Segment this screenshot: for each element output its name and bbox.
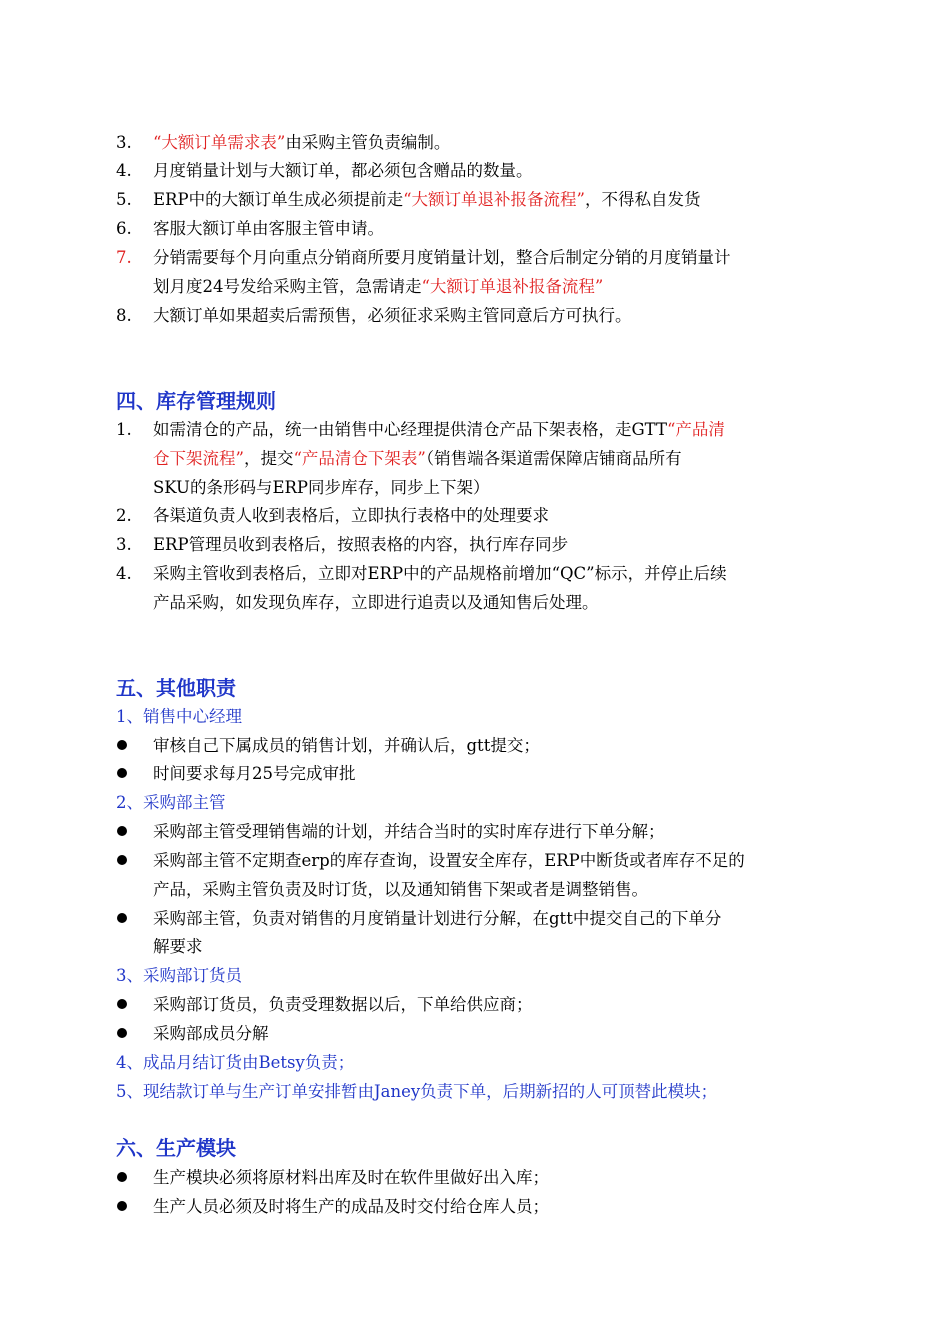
quoted-form-name: “产品清仓下架表”	[293, 449, 426, 468]
section-heading: 五、其他职责	[116, 676, 236, 700]
section-heading: 六、生产模块	[116, 1136, 236, 1160]
quoted-process-name: “大额订单退补报备流程”	[421, 277, 604, 296]
bullet-icon	[117, 999, 127, 1009]
bullet-item-text: 采购部订货员，负责受理数据以后，下单给供应商；	[153, 995, 533, 1014]
list-item	[153, 128, 450, 157]
list-number: 4.	[116, 564, 132, 583]
quoted-process-name: “产品清	[667, 420, 725, 439]
quoted-process-name: “大额订单退补报备流程”	[403, 190, 585, 209]
list-item-text: 分销需要每个月向重点分销商所要月度销量计划，整合后制定分销的月度销量计	[153, 248, 731, 267]
bullet-icon	[117, 855, 127, 865]
bullet-icon	[117, 740, 127, 750]
list-number: 6.	[116, 219, 132, 238]
list-item	[153, 444, 682, 473]
section-heading: 四、库存管理规则	[116, 389, 276, 413]
list-number: 4.	[116, 161, 132, 180]
bullet-item-text: 审核自己下属成员的销售计划，并确认后，gtt提交；	[153, 736, 540, 755]
list-item-text: （销售端各渠道需保障店铺商品所有	[425, 449, 682, 468]
list-item-text: SKU的条形码与ERP同步库存，同步上下架）	[153, 478, 490, 497]
list-item-text: 由采购主管负责编制。	[285, 133, 451, 152]
bullet-item-text: 解要求	[153, 937, 203, 956]
bullet-item-text: 采购部主管受理销售端的计划，并结合当时的实时库存进行下单分解；	[153, 822, 665, 841]
list-item	[153, 272, 603, 301]
subsection-title: 1、销售中心经理	[116, 707, 242, 726]
quoted-form-name: “大额订单需求表”	[153, 133, 286, 152]
list-number: 5.	[116, 190, 132, 209]
list-number: 3.	[116, 535, 132, 554]
list-item-text: 大额订单如果超卖后需预售，必须征求采购主管同意后方可执行。	[153, 306, 632, 325]
list-number: 1.	[116, 420, 132, 439]
subsection-title: 2、采购部主管	[116, 793, 226, 812]
bullet-item-text: 生产模块必须将原材料出库及时在软件里做好出入库；	[153, 1168, 549, 1187]
list-item-text: ERP管理员收到表格后，按照表格的内容，执行库存同步	[153, 535, 569, 554]
bullet-item-text: 生产人员必须及时将生产的成品及时交付给仓库人员；	[153, 1197, 549, 1216]
list-item-text: 如需清仓的产品，统一由销售中心经理提供清仓产品下架表格，走GTT	[153, 420, 667, 439]
list-number: 2.	[116, 506, 132, 525]
bullet-icon	[117, 1201, 127, 1211]
bullet-item-text: 时间要求每月25号完成审批	[153, 764, 356, 783]
bullet-item-text: 产品，采购主管负责及时订货，以及通知销售下架或者是调整销售。	[153, 880, 648, 899]
list-item	[153, 185, 700, 214]
subsection-title: 3、采购部订货员	[116, 966, 242, 985]
list-item-text: 月度销量计划与大额订单，都必须包含赠品的数量。	[153, 161, 533, 180]
bullet-icon	[117, 768, 127, 778]
list-item-text: 采购主管收到表格后，立即对ERP中的产品规格前增加“QC”标示，并停止后续	[153, 564, 727, 583]
list-number: 8.	[116, 306, 132, 325]
list-item-text: 各渠道负责人收到表格后，立即执行表格中的处理要求	[153, 506, 549, 525]
list-item-text: 产品采购，如发现负库存，立即进行追责以及通知售后处理。	[153, 593, 599, 612]
subsection-title: 4、成品月结订货由Betsy负责；	[116, 1053, 355, 1072]
list-item-text: ，提交	[243, 449, 294, 468]
bullet-item-text: 采购部主管，负责对销售的月度销量计划进行分解，在gtt中提交自己的下单分	[153, 909, 722, 928]
bullet-icon	[117, 826, 127, 836]
list-number: 7.	[116, 248, 132, 267]
list-item-text: 划月度24号发给采购主管，急需请走	[153, 277, 422, 296]
list-item-text: 客服大额订单由客服主管申请。	[153, 219, 384, 238]
bullet-item-text: 采购部主管不定期查erp的库存查询，设置安全库存，ERP中断货或者库存不足的	[153, 851, 745, 870]
list-item	[153, 415, 725, 444]
subsection-title: 5、现结款订单与生产订单安排暂由Janey负责下单，后期新招的人可顶替此模块；	[116, 1082, 718, 1101]
bullet-item-text: 采购部成员分解	[153, 1024, 269, 1043]
list-item-text: ，不得私自发货	[584, 190, 701, 209]
bullet-icon	[117, 1028, 127, 1038]
bullet-icon	[117, 1172, 127, 1182]
bullet-icon	[117, 913, 127, 923]
list-item-text: ERP中的大额订单生成必须提前走	[153, 190, 404, 209]
quoted-process-name: 仓下架流程”	[153, 449, 244, 468]
list-number: 3.	[116, 133, 132, 152]
